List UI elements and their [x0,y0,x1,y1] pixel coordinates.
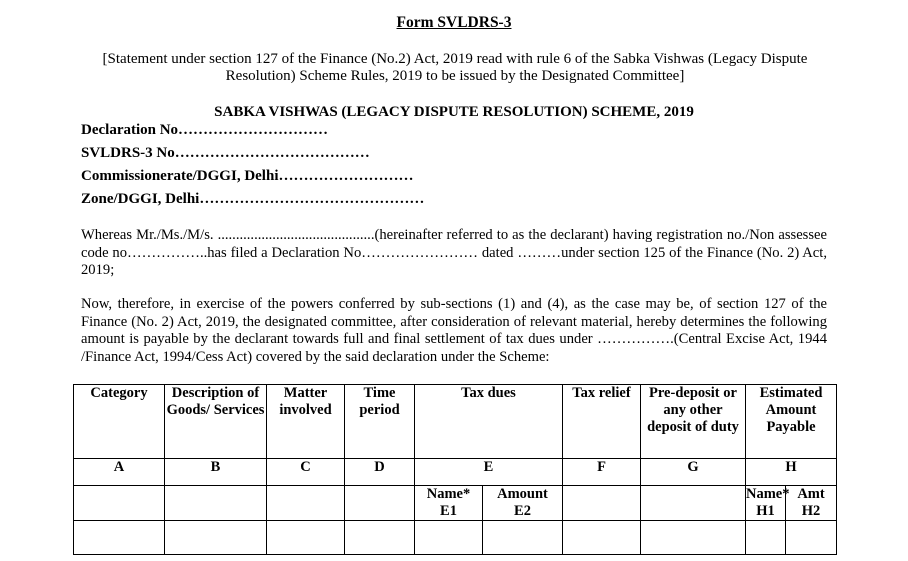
e1-code-label: E1 [440,503,457,519]
cell-predeposit[interactable] [641,521,746,555]
cell-tax-relief[interactable] [563,521,641,555]
h2-name-label: Amt [797,486,825,502]
cell-empty[interactable] [74,486,165,521]
table-subheader-row [74,486,837,521]
cell-e2[interactable] [483,521,563,555]
header-time-period: Time period [345,385,415,459]
header-tax-dues: Tax dues [415,385,563,459]
header-category: Category [74,385,165,459]
table-header-row [74,385,837,459]
form-subtitle [80,51,830,85]
letter-e: E [415,459,563,486]
now-therefore-paragraph: Now, therefore, in exercise of the powers conferred by sub-sections (1) and (4), as the case may be, of section 127 of the Finance (No. 2) Act, 2019, the designated committee, after consideration of relevant material, hereby determines the following amount is payable by the declarant towards full and final settlement of tax dues under …………….(Central Excise Act, 1944 /Finance Act, 1994/Cess Act) covered by the said declaration under the Scheme: [81,296,827,365]
subheader-e1 [415,486,483,521]
table-letter-row [74,459,837,486]
cell-description[interactable] [165,521,267,555]
declaration-no-field: Declaration No………………………… [81,122,329,138]
whereas-paragraph: Whereas Mr./Ms./M/s. ...........................................(hereinafter referred to as the declarant) having registration no./Non assessee code no……………..has filed a Declaration No…………………… dated ………under section 125 of the Finance (No. 2) Act, 2019; [81,227,827,278]
h1-code-label: H1 [756,503,775,519]
letter-d: D [345,459,415,486]
letter-h: H [746,459,837,486]
cell-empty[interactable] [345,486,415,521]
commissionerate-field: Commissionerate/DGGI, Delhi……………………… [81,168,414,184]
cell-h1[interactable] [746,521,786,555]
e2-name-label: Amount [497,486,548,502]
cell-time-period[interactable] [345,521,415,555]
subheader-h2 [786,486,837,521]
letter-c: C [267,459,345,486]
cell-matter[interactable] [267,521,345,555]
letter-a: A [74,459,165,486]
letter-b: B [165,459,267,486]
h1-name-label: Name* [746,486,790,502]
cell-category[interactable] [74,521,165,555]
subtitle-line-1: [Statement under section 127 of the Finance (No.2) Act, 2019 read with rule 6 of the Sabka Vishwas (Legacy Dispute [102,51,808,67]
header-predeposit: Pre-deposit or any other deposit of duty [641,385,746,459]
settlement-table [73,384,837,555]
h2-code-label: H2 [801,503,821,519]
zone-field: Zone/DGGI, Delhi……………………………………… [81,191,425,207]
header-matter: Matter involved [267,385,345,459]
cell-h2[interactable] [786,521,837,555]
svldrs-no-field: SVLDRS-3 No………………………………… [81,145,370,161]
form-title: Form SVLDRS-3 [396,14,512,31]
letter-g: G [641,459,746,486]
e1-name-label: Name* [426,486,471,502]
subtitle-line-2: Resolution) Scheme Rules, 2019 to be issued by the Designated Committee] [225,68,685,84]
cell-e1[interactable] [415,521,483,555]
scheme-title: SABKA VISHWAS (LEGACY DISPUTE RESOLUTION) SCHEME, 2019 [214,104,694,120]
header-estimated-amount: Estimated Amount Payable [746,385,837,459]
subheader-h1 [746,486,790,521]
cell-empty[interactable] [641,486,746,521]
cell-empty[interactable] [165,486,267,521]
letter-f: F [563,459,641,486]
cell-empty[interactable] [267,486,345,521]
table-data-row [74,521,837,555]
e2-code-label: E2 [514,503,531,519]
cell-empty[interactable] [563,486,641,521]
header-description: Description of Goods/ Services [165,385,267,459]
subheader-e2 [483,486,563,521]
header-tax-relief: Tax relief [563,385,641,459]
